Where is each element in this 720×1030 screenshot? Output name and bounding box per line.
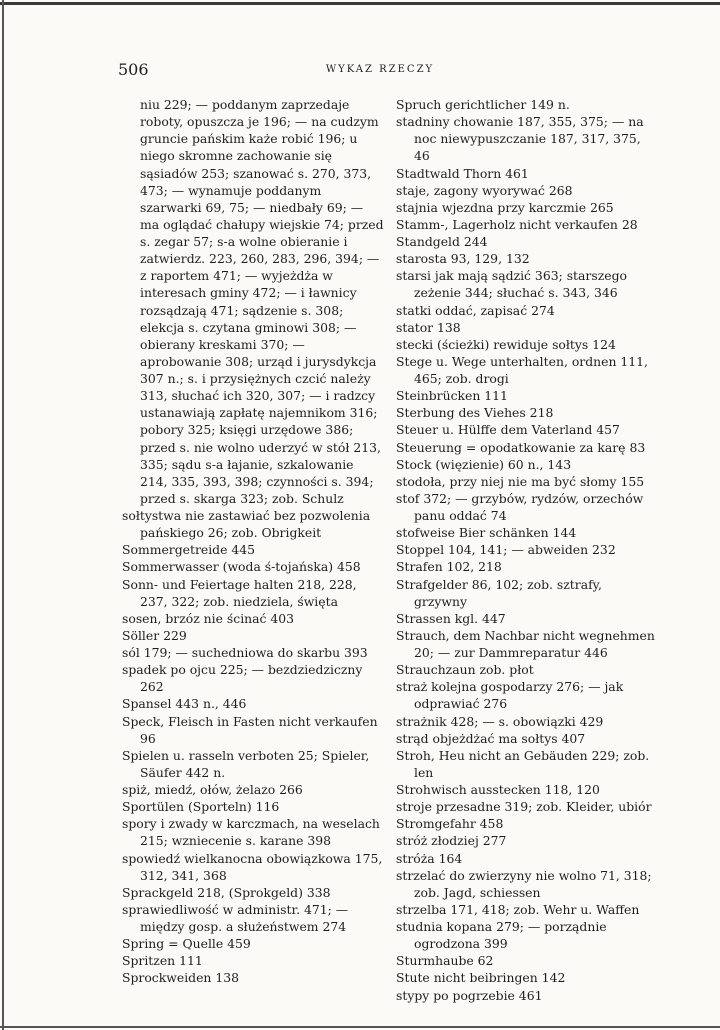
index-entry: sołtystwa nie zastawiać bez pozwolenia pańskiego 26; zob. Obrigkeit	[122, 508, 371, 541]
index-entry: sól 179; — suchedniowa do skarbu 393	[122, 645, 368, 660]
index-entry: Strauch, dem Nachbar nicht wegnehmen 20; — zur Dammreparatur 446	[396, 627, 655, 660]
index-column-right	[396, 96, 658, 1004]
index-entry: Strohwisch ausstecken 118, 120	[396, 782, 600, 797]
index-entry: Steuer u. Hülffe dem Vaterland 457	[396, 422, 620, 438]
index-entry: Stock (więzienie) 60 n., 143	[396, 456, 572, 472]
index-entry: Steinbrücken 111	[396, 388, 508, 404]
index-entry: Sommergetreide 445	[122, 542, 256, 558]
index-entry: Stromgefahr 458	[396, 816, 504, 832]
index-entry: Sprockweiden 138	[122, 970, 239, 986]
index-entry: stodoła, przy niej nie ma być słomy 155	[396, 473, 645, 489]
index-entry: Stamm-, Lagerholz nicht verkaufen 28	[396, 216, 638, 232]
index-entry: Strafgelder 86, 102; zob. sztrafy, grzywny	[396, 576, 602, 609]
index-entry: strażnik 428; — s. obowiązki 429	[396, 713, 604, 729]
index-entry: spory i zwady w karczmach, na weselach 215; wzniecenie s. karane 398	[122, 816, 380, 849]
index-entry: strąd objeżdżać ma sołtys 407	[396, 730, 586, 746]
index-entry: studnia kopana 279; — porządnie ogrodzona 399	[396, 919, 607, 952]
index-entry: niu 229; — poddanym zaprzedaje roboty, opuszcza je 196; — na cudzym gruncie pańskim każe robić 196; u niego skromne zachowanie się sąsiadów 253; szanować s. 270, 373, 473; — wynamuje poddanym szarwarki 69, 75; — niedbały 69; — ma oglądać chałupy wiejskie 74; przed s. zegar 57; s-a wolne obieranie i zatwierdz. 223, 260, 283, 296, 394; — z raportem 471; — wyjeżdża w interesach gminy 472; — i ławnicy rozsądzają 471; sądzenie s. 308; elekcja s. czytana gminowi 308; — obierany kreskami 370; — aprobowanie 308; urząd i jurysdykcja 307 n.; s. i przysiężnych czcić należy 313, słuchać ich 320, 307; — i radzcy ustanawiają zapłatę najemnikom 316; pobory 325; księgi urzędowe 386; przed s. nie wolno uderzyć w stół 213, 335; sądu s-a łajanie, szkalowanie 214, 335, 393, 398; czynności s. 394; przed s. skarga 323; zob. Schulz	[140, 97, 384, 506]
index-entry: Söller 229	[122, 627, 187, 643]
page-bottom-rule	[0, 1026, 720, 1028]
index-column-left	[122, 96, 384, 987]
index-entry: stadniny chowanie 187, 355, 375; — na noc niewypuszczanie 187, 317, 375, 46	[396, 114, 644, 164]
index-entry: Spruch gerichtlicher 149 n.	[396, 97, 570, 112]
index-entry: Strassen kgl. 447	[396, 610, 506, 626]
page-top-rule	[0, 2, 720, 5]
index-entry: Sportülen (Sporteln) 116	[122, 799, 280, 815]
index-entry: Stute nicht beibringen 142	[396, 970, 566, 986]
index-entry: strzelać do zwierzyny nie wolno 71, 318; zob. Jagd, schiessen	[396, 867, 652, 900]
index-entry: staje, zagony wyorywać 268	[396, 182, 573, 198]
index-entry: stróża 164	[396, 850, 463, 866]
index-entry: strzelba 171, 418; zob. Wehr u. Waffen	[396, 901, 640, 917]
index-entry: spadek po ojcu 225; — bezdziedziczny 262	[122, 662, 363, 695]
page-number: 506	[118, 60, 149, 79]
index-entry: starsi jak mają sądzić 363; starszego zeżenie 344; słuchać s. 343, 346	[396, 268, 627, 301]
index-entry: stajnia wjezdna przy karczmie 265	[396, 199, 614, 215]
index-entry: spowiedź wielkanocna obowiązkowa 175, 312, 341, 368	[122, 850, 383, 883]
index-entry: Spritzen 111	[122, 953, 203, 969]
index-entry: Sommerwasser (woda ś-tojańska) 458	[122, 559, 361, 575]
index-entry: Steuerung = opodatkowanie za karę 83	[396, 439, 646, 455]
index-entry: Strafen 102, 218	[396, 559, 502, 575]
index-entry: statki oddać, zapisać 274	[396, 302, 555, 318]
page-left-rule	[2, 0, 4, 1030]
index-entry: stróż złodziej 277	[396, 833, 507, 849]
index-entry: Stadtwald Thorn 461	[396, 165, 529, 181]
index-entry: stypy po pogrzebie 461	[396, 987, 543, 1003]
index-entry: stroje przesadne 319; zob. Kleider, ubiór	[396, 799, 652, 815]
index-entry: starosta 93, 129, 132	[396, 251, 530, 267]
index-entry: Spansel 443 n., 446	[122, 696, 247, 712]
index-entry: Spring = Quelle 459	[122, 936, 251, 952]
index-entry: Standgeld 244	[396, 234, 488, 249]
index-entry: Sturmhaube 62	[396, 953, 494, 969]
index-entry: Sterbung des Viehes 218	[396, 405, 554, 421]
index-entry: sosen, brzóz nie ścinać 403	[122, 610, 295, 626]
index-entry: Stoppel 104, 141; — abweiden 232	[396, 542, 616, 558]
index-entry: straż kolejna gospodarzy 276; — jak odprawiać 276	[396, 679, 624, 712]
index-entry: Sonn- und Feiertage halten 218, 228, 237, 322; zob. niedziela, święta	[122, 576, 357, 609]
index-entry: stofweise Bier schänken 144	[396, 525, 577, 541]
index-entry: sprawiedliwość w administr. 471; — między gosp. a służeństwem 274	[122, 901, 349, 934]
index-entry: spiż, miedź, ołów, żelazo 266	[122, 782, 303, 797]
index-entry: Speck, Fleisch in Fasten nicht verkaufen 96	[122, 713, 378, 746]
running-head: WYKAZ RZECZY	[325, 64, 435, 75]
index-entry: Stroh, Heu nicht an Gebäuden 229; zob. len	[396, 747, 650, 780]
index-entry: Sprackgeld 218, (Sprokgeld) 338	[122, 884, 331, 900]
index-entry: Stege u. Wege unterhalten, ordnen 111, 465; zob. drogi	[396, 353, 648, 386]
index-entry: Spielen u. rasseln verboten 25; Spieler, Säufer 442 n.	[122, 747, 370, 780]
index-entry: stecki (ścieżki) rewiduje sołtys 124	[396, 336, 616, 352]
index-entry: Strauchzaun zob. płot	[396, 662, 534, 678]
index-entry: stof 372; — grzybów, rydzów, orzechów panu oddać 74	[396, 490, 644, 523]
index-entry: stator 138	[396, 319, 461, 335]
